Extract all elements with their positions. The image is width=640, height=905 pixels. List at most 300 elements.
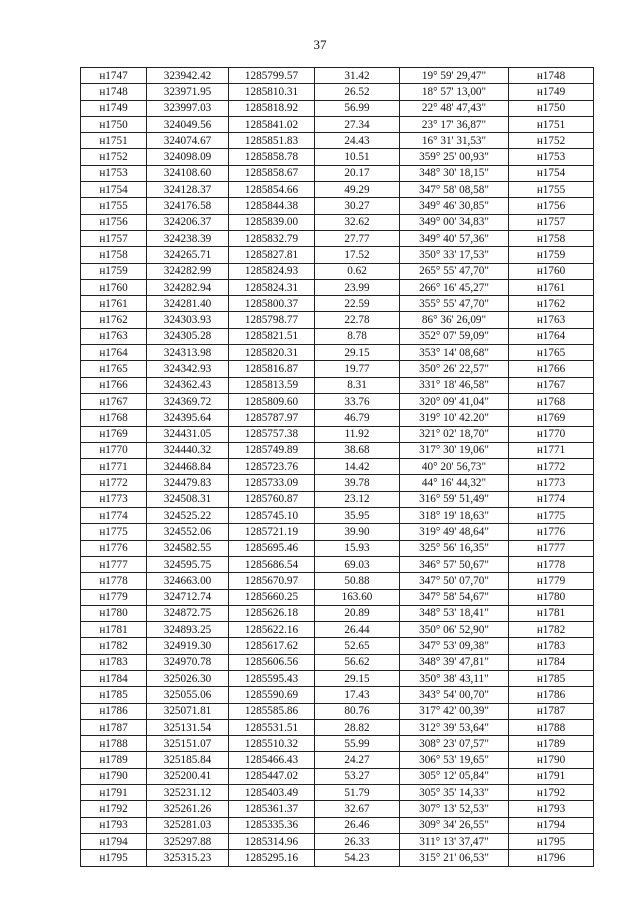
point-from-cell: н1792 [81,801,147,817]
x-coordinate-cell: 324098.09 [147,149,229,165]
point-from-cell: н1787 [81,719,147,735]
y-coordinate-cell: 1285858.67 [229,165,315,181]
table-row [81,68,594,84]
point-to-cell: н1748 [509,68,594,84]
point-from-cell: н1763 [81,328,147,344]
point-from-cell: н1764 [81,345,147,361]
x-coordinate-cell: 324712.74 [147,589,229,605]
point-from-cell: н1761 [81,296,147,312]
bearing-cell: 353° 14' 08,68" [400,345,509,361]
distance-cell: 80.76 [315,703,400,719]
distance-cell: 26.46 [315,817,400,833]
distance-cell: 51.79 [315,785,400,801]
point-to-cell: н1752 [509,133,594,149]
distance-cell: 39.90 [315,524,400,540]
y-coordinate-cell: 1285606.56 [229,654,315,670]
x-coordinate-cell: 324872.75 [147,605,229,621]
bearing-cell: 349° 00' 34,83" [400,214,509,230]
bearing-cell: 305° 35' 14,33" [400,785,509,801]
bearing-cell: 352° 07' 59,09" [400,328,509,344]
point-from-cell: н1747 [81,68,147,84]
point-from-cell: н1751 [81,133,147,149]
distance-cell: 24.43 [315,133,400,149]
point-from-cell: н1769 [81,426,147,442]
table-row [81,833,594,849]
x-coordinate-cell: 324074.67 [147,133,229,149]
distance-cell: 17.52 [315,247,400,263]
bearing-cell: 308° 23' 07,57" [400,736,509,752]
y-coordinate-cell: 1285760.87 [229,491,315,507]
y-coordinate-cell: 1285531.51 [229,719,315,735]
distance-cell: 27.34 [315,116,400,132]
bearing-cell: 359° 25' 00,93" [400,149,509,165]
x-coordinate-cell: 324281.40 [147,296,229,312]
bearing-cell: 348° 53' 18,41" [400,605,509,621]
bearing-cell: 320° 09' 41,04" [400,393,509,409]
table-row [81,556,594,572]
point-from-cell: н1759 [81,263,147,279]
point-to-cell: н1761 [509,279,594,295]
x-coordinate-cell: 324369.72 [147,393,229,409]
point-to-cell: н1755 [509,182,594,198]
table-row [81,573,594,589]
table-row [81,312,594,328]
distance-cell: 32.62 [315,214,400,230]
y-coordinate-cell: 1285695.46 [229,540,315,556]
table-row [81,84,594,100]
x-coordinate-cell: 324395.64 [147,410,229,426]
point-from-cell: н1777 [81,556,147,572]
point-from-cell: н1786 [81,703,147,719]
x-coordinate-cell: 324431.05 [147,426,229,442]
point-from-cell: н1748 [81,84,147,100]
distance-cell: 56.62 [315,654,400,670]
y-coordinate-cell: 1285810.31 [229,84,315,100]
point-to-cell: н1759 [509,247,594,263]
x-coordinate-cell: 325297.88 [147,833,229,849]
point-to-cell: н1762 [509,296,594,312]
point-from-cell: н1789 [81,752,147,768]
point-to-cell: н1778 [509,556,594,572]
point-from-cell: н1762 [81,312,147,328]
bearing-cell: 44° 16' 44,32" [400,475,509,491]
y-coordinate-cell: 1285721.19 [229,524,315,540]
point-from-cell: н1778 [81,573,147,589]
point-from-cell: н1779 [81,589,147,605]
table-row [81,817,594,833]
distance-cell: 163.60 [315,589,400,605]
x-coordinate-cell: 324049.56 [147,116,229,132]
point-from-cell: н1790 [81,768,147,784]
point-to-cell: н1768 [509,393,594,409]
point-from-cell: н1780 [81,605,147,621]
table-row [81,687,594,703]
x-coordinate-cell: 324128.37 [147,182,229,198]
x-coordinate-cell: 323942.42 [147,68,229,84]
y-coordinate-cell: 1285295.16 [229,850,315,866]
point-to-cell: н1796 [509,850,594,866]
table-row [81,508,594,524]
point-to-cell: н1792 [509,785,594,801]
bearing-cell: 22° 48' 47,43" [400,100,509,116]
y-coordinate-cell: 1285361.37 [229,801,315,817]
distance-cell: 32.67 [315,801,400,817]
point-to-cell: н1763 [509,312,594,328]
point-to-cell: н1776 [509,524,594,540]
table-row [81,165,594,181]
table-row [81,182,594,198]
distance-cell: 23.12 [315,491,400,507]
bearing-cell: 347° 50' 07,70" [400,573,509,589]
table-row [81,491,594,507]
y-coordinate-cell: 1285314.96 [229,833,315,849]
distance-cell: 35.95 [315,508,400,524]
table-row [81,296,594,312]
point-to-cell: н1781 [509,605,594,621]
y-coordinate-cell: 1285617.62 [229,638,315,654]
distance-cell: 28.82 [315,719,400,735]
x-coordinate-cell: 324303.93 [147,312,229,328]
table-row [81,752,594,768]
distance-cell: 53.27 [315,768,400,784]
x-coordinate-cell: 325315.23 [147,850,229,866]
point-to-cell: н1783 [509,638,594,654]
point-to-cell: н1784 [509,654,594,670]
bearing-cell: 350° 38' 43,11" [400,670,509,686]
x-coordinate-cell: 324362.43 [147,377,229,393]
bearing-cell: 40° 20' 56,73" [400,459,509,475]
y-coordinate-cell: 1285799.57 [229,68,315,84]
point-to-cell: н1777 [509,540,594,556]
y-coordinate-cell: 1285820.31 [229,345,315,361]
y-coordinate-cell: 1285824.31 [229,279,315,295]
x-coordinate-cell: 324525.22 [147,508,229,524]
bearing-cell: 309° 34' 26,55" [400,817,509,833]
bearing-cell: 317° 42' 00,39" [400,703,509,719]
bearing-cell: 355° 55' 47,70" [400,296,509,312]
x-coordinate-cell: 324342.93 [147,361,229,377]
distance-cell: 22.78 [315,312,400,328]
x-coordinate-cell: 324313.98 [147,345,229,361]
bearing-cell: 347° 58' 08,58" [400,182,509,198]
table-row [81,393,594,409]
distance-cell: 11.92 [315,426,400,442]
point-from-cell: н1758 [81,247,147,263]
point-from-cell: н1757 [81,230,147,246]
bearing-cell: 347° 53' 09,38" [400,638,509,654]
point-from-cell: н1795 [81,850,147,866]
point-to-cell: н1773 [509,475,594,491]
point-from-cell: н1772 [81,475,147,491]
point-from-cell: н1791 [81,785,147,801]
bearing-cell: 321° 02' 18,70" [400,426,509,442]
point-from-cell: н1775 [81,524,147,540]
distance-cell: 10.51 [315,149,400,165]
y-coordinate-cell: 1285686.54 [229,556,315,572]
table-row [81,230,594,246]
y-coordinate-cell: 1285626.18 [229,605,315,621]
point-to-cell: н1749 [509,84,594,100]
point-to-cell: н1775 [509,508,594,524]
x-coordinate-cell: 324305.28 [147,328,229,344]
distance-cell: 55.99 [315,736,400,752]
table-row [81,133,594,149]
x-coordinate-cell: 325071.81 [147,703,229,719]
x-coordinate-cell: 325131.54 [147,719,229,735]
point-from-cell: н1794 [81,833,147,849]
point-to-cell: н1793 [509,801,594,817]
point-from-cell: н1753 [81,165,147,181]
table-row [81,279,594,295]
table-row [81,247,594,263]
table-row [81,654,594,670]
point-from-cell: н1767 [81,393,147,409]
y-coordinate-cell: 1285800.37 [229,296,315,312]
table-row [81,149,594,165]
bearing-cell: 349° 40' 57,36" [400,230,509,246]
y-coordinate-cell: 1285787.97 [229,410,315,426]
y-coordinate-cell: 1285821.51 [229,328,315,344]
bearing-cell: 316° 59' 51,49" [400,491,509,507]
bearing-cell: 348° 30' 18,15" [400,165,509,181]
table-row [81,605,594,621]
x-coordinate-cell: 324265.71 [147,247,229,263]
y-coordinate-cell: 1285798.77 [229,312,315,328]
table-row [81,540,594,556]
x-coordinate-cell: 325281.03 [147,817,229,833]
bearing-cell: 16° 31' 31,53" [400,133,509,149]
distance-cell: 8.78 [315,328,400,344]
y-coordinate-cell: 1285832.79 [229,230,315,246]
bearing-cell: 331° 18' 46,58" [400,377,509,393]
point-to-cell: н1782 [509,622,594,638]
distance-cell: 26.52 [315,84,400,100]
y-coordinate-cell: 1285622.16 [229,622,315,638]
point-to-cell: н1791 [509,768,594,784]
point-from-cell: н1755 [81,198,147,214]
distance-cell: 27.77 [315,230,400,246]
bearing-cell: 265° 55' 47,70" [400,263,509,279]
bearing-cell: 319° 10' 42.20" [400,410,509,426]
table-row [81,768,594,784]
bearing-cell: 305° 12' 05,84" [400,768,509,784]
y-coordinate-cell: 1285827.81 [229,247,315,263]
y-coordinate-cell: 1285809.60 [229,393,315,409]
x-coordinate-cell: 325026.30 [147,670,229,686]
bearing-cell: 347° 58' 54,67" [400,589,509,605]
table-row [81,100,594,116]
table-row [81,442,594,458]
point-from-cell: н1750 [81,116,147,132]
point-to-cell: н1756 [509,198,594,214]
table-row [81,377,594,393]
table-row [81,785,594,801]
point-to-cell: н1772 [509,459,594,475]
point-from-cell: н1773 [81,491,147,507]
bearing-cell: 19° 59' 29,47" [400,68,509,84]
y-coordinate-cell: 1285466.43 [229,752,315,768]
bearing-cell: 350° 33' 17,53" [400,247,509,263]
table-row [81,850,594,866]
x-coordinate-cell: 325261.26 [147,801,229,817]
x-coordinate-cell: 324468.84 [147,459,229,475]
x-coordinate-cell: 324552.06 [147,524,229,540]
point-from-cell: н1766 [81,377,147,393]
distance-cell: 29.15 [315,670,400,686]
point-to-cell: н1789 [509,736,594,752]
bearing-cell: 311° 13' 37,47" [400,833,509,849]
distance-cell: 54.23 [315,850,400,866]
x-coordinate-cell: 325231.12 [147,785,229,801]
table-row [81,670,594,686]
table-row [81,345,594,361]
point-to-cell: н1794 [509,817,594,833]
point-from-cell: н1783 [81,654,147,670]
bearing-cell: 350° 26' 22,57" [400,361,509,377]
y-coordinate-cell: 1285447.02 [229,768,315,784]
point-from-cell: н1756 [81,214,147,230]
table-row [81,328,594,344]
distance-cell: 30.27 [315,198,400,214]
bearing-cell: 18° 57' 13,00" [400,84,509,100]
point-from-cell: н1771 [81,459,147,475]
x-coordinate-cell: 324206.37 [147,214,229,230]
table-row [81,622,594,638]
distance-cell: 46.79 [315,410,400,426]
x-coordinate-cell: 324663.00 [147,573,229,589]
table-row [81,263,594,279]
distance-cell: 69.03 [315,556,400,572]
y-coordinate-cell: 1285816.87 [229,361,315,377]
x-coordinate-cell: 325200.41 [147,768,229,784]
x-coordinate-cell: 324238.39 [147,230,229,246]
bearing-cell: 346° 57' 50,67" [400,556,509,572]
distance-cell: 26.33 [315,833,400,849]
y-coordinate-cell: 1285403.49 [229,785,315,801]
point-to-cell: н1753 [509,149,594,165]
table-row [81,116,594,132]
point-to-cell: н1765 [509,345,594,361]
point-from-cell: н1774 [81,508,147,524]
point-to-cell: н1767 [509,377,594,393]
bearing-cell: 318° 19' 18,63" [400,508,509,524]
x-coordinate-cell: 324508.31 [147,491,229,507]
y-coordinate-cell: 1285854.66 [229,182,315,198]
bearing-cell: 349° 46' 30,85" [400,198,509,214]
point-to-cell: н1779 [509,573,594,589]
distance-cell: 20.89 [315,605,400,621]
x-coordinate-cell: 325151.07 [147,736,229,752]
distance-cell: 0.62 [315,263,400,279]
table-body [81,68,594,867]
y-coordinate-cell: 1285590.69 [229,687,315,703]
table-row [81,736,594,752]
table-row [81,410,594,426]
bearing-cell: 350° 06' 52,90" [400,622,509,638]
point-to-cell: н1771 [509,442,594,458]
point-to-cell: н1790 [509,752,594,768]
x-coordinate-cell: 324108.60 [147,165,229,181]
point-to-cell: н1787 [509,703,594,719]
distance-cell: 15.93 [315,540,400,556]
point-to-cell: н1795 [509,833,594,849]
y-coordinate-cell: 1285841.02 [229,116,315,132]
x-coordinate-cell: 323997.03 [147,100,229,116]
y-coordinate-cell: 1285670.97 [229,573,315,589]
y-coordinate-cell: 1285335.36 [229,817,315,833]
distance-cell: 50.88 [315,573,400,589]
table-row [81,703,594,719]
y-coordinate-cell: 1285723.76 [229,459,315,475]
y-coordinate-cell: 1285745.10 [229,508,315,524]
bearing-cell: 86° 36' 26,09" [400,312,509,328]
point-to-cell: н1754 [509,165,594,181]
y-coordinate-cell: 1285660.25 [229,589,315,605]
point-to-cell: н1785 [509,670,594,686]
distance-cell: 52.65 [315,638,400,654]
bearing-cell: 325° 56' 16,35" [400,540,509,556]
x-coordinate-cell: 324440.32 [147,442,229,458]
x-coordinate-cell: 324479.83 [147,475,229,491]
table-row [81,801,594,817]
point-from-cell: н1749 [81,100,147,116]
distance-cell: 17.43 [315,687,400,703]
table-row [81,426,594,442]
table-row [81,638,594,654]
x-coordinate-cell: 324282.94 [147,279,229,295]
point-to-cell: н1766 [509,361,594,377]
point-to-cell: н1780 [509,589,594,605]
bearing-cell: 348° 39' 47,81" [400,654,509,670]
distance-cell: 49.29 [315,182,400,198]
x-coordinate-cell: 323971.95 [147,84,229,100]
y-coordinate-cell: 1285824.93 [229,263,315,279]
point-to-cell: н1774 [509,491,594,507]
x-coordinate-cell: 324282.99 [147,263,229,279]
table-row [81,475,594,491]
point-from-cell: н1770 [81,442,147,458]
point-from-cell: н1765 [81,361,147,377]
table-row [81,361,594,377]
point-to-cell: н1788 [509,719,594,735]
distance-cell: 38.68 [315,442,400,458]
point-from-cell: н1782 [81,638,147,654]
point-to-cell: н1764 [509,328,594,344]
y-coordinate-cell: 1285595.43 [229,670,315,686]
y-coordinate-cell: 1285844.38 [229,198,315,214]
distance-cell: 24.27 [315,752,400,768]
x-coordinate-cell: 325185.84 [147,752,229,768]
point-to-cell: н1757 [509,214,594,230]
distance-cell: 56.99 [315,100,400,116]
distance-cell: 29.15 [315,345,400,361]
y-coordinate-cell: 1285851.83 [229,133,315,149]
bearing-cell: 306° 53' 19,65" [400,752,509,768]
distance-cell: 23.99 [315,279,400,295]
point-to-cell: н1758 [509,230,594,246]
point-from-cell: н1784 [81,670,147,686]
x-coordinate-cell: 324970.78 [147,654,229,670]
y-coordinate-cell: 1285818.92 [229,100,315,116]
y-coordinate-cell: 1285813.59 [229,377,315,393]
point-from-cell: н1793 [81,817,147,833]
x-coordinate-cell: 324176.58 [147,198,229,214]
x-coordinate-cell: 324595.75 [147,556,229,572]
table-row [81,214,594,230]
coordinates-table [80,67,594,867]
point-to-cell: н1760 [509,263,594,279]
distance-cell: 39.78 [315,475,400,491]
